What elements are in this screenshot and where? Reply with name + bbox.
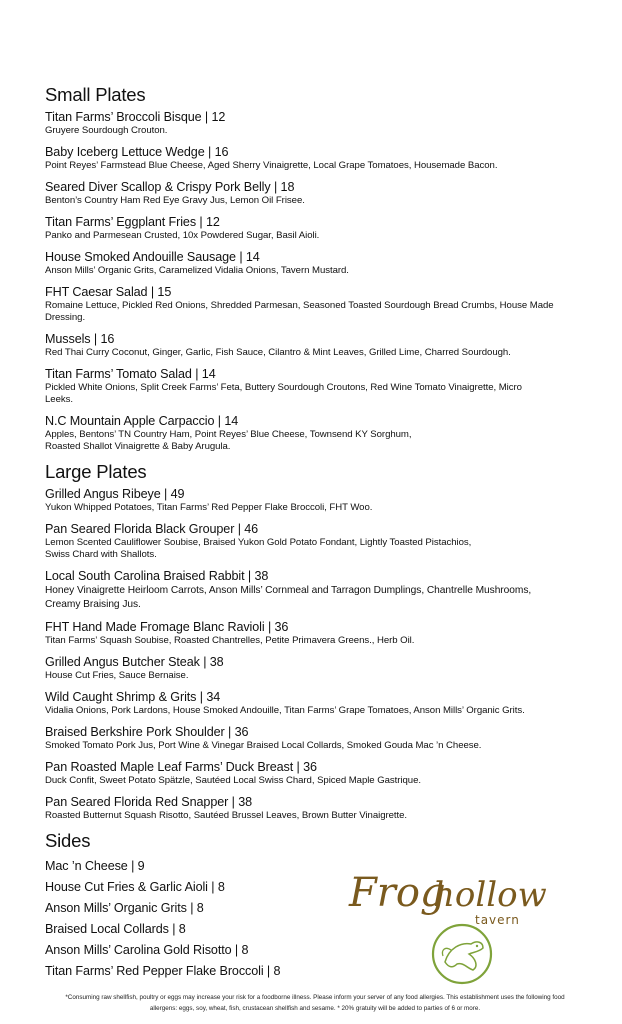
item-description-line: Roasted Shallot Vinaigrette & Baby Arugula. [45, 441, 231, 452]
item-name: Pan Seared Florida Black Grouper | 46 [45, 522, 259, 536]
item-description-line: Swiss Chard with Shallots. [45, 549, 157, 560]
logo-word-frog: Frog [349, 870, 446, 916]
side-item: Mac ’n Cheese | 9 [45, 859, 145, 873]
item-name: Titan Farms’ Broccoli Bisque | 12 [45, 110, 226, 124]
item-description: Duck Confit, Sweet Potato Spätzle, Sautéed Local Swiss Chard, Spiced Maple Gastrique. [45, 775, 421, 786]
item-description: Vidalia Onions, Pork Lardons, House Smoked Andouille, Titan Farms’ Grape Tomatoes, Anson Mills’ Organic Grits. [45, 705, 525, 716]
side-item: Braised Local Collards | 8 [45, 922, 186, 936]
item-name: Braised Berkshire Pork Shoulder | 36 [45, 725, 249, 739]
item-name: Pan Roasted Maple Leaf Farms’ Duck Breast | 36 [45, 760, 317, 774]
item-description: Romaine Lettuce, Pickled Red Onions, Shredded Parmesan, Seasoned Toasted Sourdough Bread Crumbs, House Made Dressing. [45, 300, 554, 323]
logo-word-tavern: tavern [475, 913, 520, 927]
disclaimer-line: *Consuming raw shellfish, poultry or eggs may increase your risk for a foodborne illness. Please inform your server of any food allergies. This establishment uses the following food [65, 994, 565, 1001]
menu-item [45, 285, 605, 324]
item-name: Titan Farms’ Eggplant Fries | 12 [45, 215, 220, 229]
item-name: Seared Diver Scallop & Crispy Pork Belly | 18 [45, 180, 295, 194]
item-name: FHT Hand Made Fromage Blanc Ravioli | 36 [45, 620, 289, 634]
item-name: Wild Caught Shrimp & Grits | 34 [45, 690, 221, 704]
item-description: Titan Farms’ Squash Soubise, Roasted Chantrelles, Petite Primavera Greens., Herb Oil. [45, 635, 415, 646]
section-title-large-plates: Large Plates [45, 461, 147, 482]
item-name: Pan Seared Florida Red Snapper | 38 [45, 795, 253, 809]
item-description: Pickled White Onions, Split Creek Farms’ Feta, Buttery Sourdough Croutons, Red Wine Tomato Vinaigrette, Micro Leeks. [45, 382, 522, 405]
small-plates-section [45, 84, 605, 453]
menu-item [45, 760, 605, 787]
item-description: Smoked Tomato Pork Jus, Port Wine & Vinegar Braised Local Collards, Smoked Gouda Mac ’n Cheese. [45, 740, 482, 751]
menu-item [45, 620, 605, 647]
menu-item [45, 180, 605, 207]
menu-item [45, 367, 605, 406]
item-name: N.C Mountain Apple Carpaccio | 14 [45, 414, 239, 428]
item-description-line: Apples, Bentons’ TN Country Ham, Point Reyes’ Blue Cheese, Townsend KY Sorghum, [45, 429, 412, 440]
section-title-small-plates: Small Plates [45, 84, 146, 105]
item-description-line: Creamy Braising Jus. [45, 599, 141, 610]
item-description: Red Thai Curry Coconut, Ginger, Garlic, Fish Sauce, Cilantro & Mint Leaves, Grilled Lime, Charred Sourdough. [45, 347, 511, 358]
menu-item [45, 725, 605, 752]
item-name: Grilled Angus Butcher Steak | 38 [45, 655, 224, 669]
item-name: Titan Farms’ Tomato Salad | 14 [45, 367, 216, 381]
menu-item [45, 522, 605, 561]
item-description: Benton’s Country Ham Red Eye Gravy Jus, Lemon Oil Frisee. [45, 195, 305, 206]
item-name: Mussels | 16 [45, 332, 115, 346]
item-description: Yukon Whipped Potatoes, Titan Farms’ Red Pepper Flake Broccoli, FHT Woo. [45, 502, 373, 513]
item-description: Roasted Butternut Squash Risotto, Sautéed Brussel Leaves, Brown Butter Vinaigrette. [45, 810, 408, 821]
item-name: Local South Carolina Braised Rabbit | 38 [45, 569, 269, 583]
menu-page [45, 84, 605, 982]
menu-item [45, 414, 605, 453]
side-item: Titan Farms’ Red Pepper Flake Broccoli | 8 [45, 964, 281, 978]
item-description-line: Lemon Scented Cauliflower Soubise, Braised Yukon Gold Potato Fondant, Lightly Toasted Pistachios, [45, 537, 472, 548]
menu-item [45, 655, 605, 682]
frog-emblem-icon [433, 925, 491, 983]
menu-item [45, 215, 605, 242]
menu-item [45, 690, 605, 717]
menu-item [45, 110, 605, 137]
side-item: House Cut Fries & Garlic Aioli | 8 [45, 880, 225, 894]
side-item: Anson Mills’ Organic Grits | 8 [45, 901, 204, 915]
item-description: Panko and Parmesean Crusted, 10x Powdered Sugar, Basil Aioli. [45, 230, 320, 241]
item-description-line: Honey Vinaigrette Heirloom Carrots, Anson Mills’ Cornmeal and Tarragon Dumplings, Chantrelle Mushrooms, [45, 585, 532, 596]
menu-item [45, 795, 605, 822]
large-plates-section [45, 461, 605, 822]
menu-item [45, 487, 605, 514]
item-description: Point Reyes’ Farmstead Blue Cheese, Aged Sherry Vinaigrette, Local Grape Tomatoes, Housemade Bacon. [45, 160, 498, 171]
item-name: Grilled Angus Ribeye | 49 [45, 487, 185, 501]
item-description: Gruyere Sourdough Crouton. [45, 125, 168, 136]
item-name: House Smoked Andouille Sausage | 14 [45, 250, 260, 264]
menu-item [45, 332, 605, 359]
allergen-disclaimer [40, 992, 590, 1014]
menu-item [45, 569, 605, 612]
logo-word-hollow: hollow [433, 875, 547, 915]
disclaimer-line: allergens: eggs, soy, wheat, fish, crustacean shellfish and sesame. * 20% gratuity will be added to parties of 6 or more. [149, 1005, 481, 1012]
item-name: FHT Caesar Salad | 15 [45, 285, 172, 299]
item-description: House Cut Fries, Sauce Bernaise. [45, 670, 189, 681]
section-title-sides: Sides [45, 830, 91, 851]
item-description: Anson Mills’ Organic Grits, Caramelized Vidalia Onions, Tavern Mustard. [45, 265, 349, 276]
menu-item [45, 250, 605, 277]
item-name: Baby Iceberg Lettuce Wedge | 16 [45, 145, 229, 159]
frog-hollow-logo [345, 862, 547, 987]
logo-graphic [345, 862, 547, 987]
side-item: Anson Mills’ Carolina Gold Risotto | 8 [45, 943, 249, 957]
menu-item [45, 145, 605, 172]
